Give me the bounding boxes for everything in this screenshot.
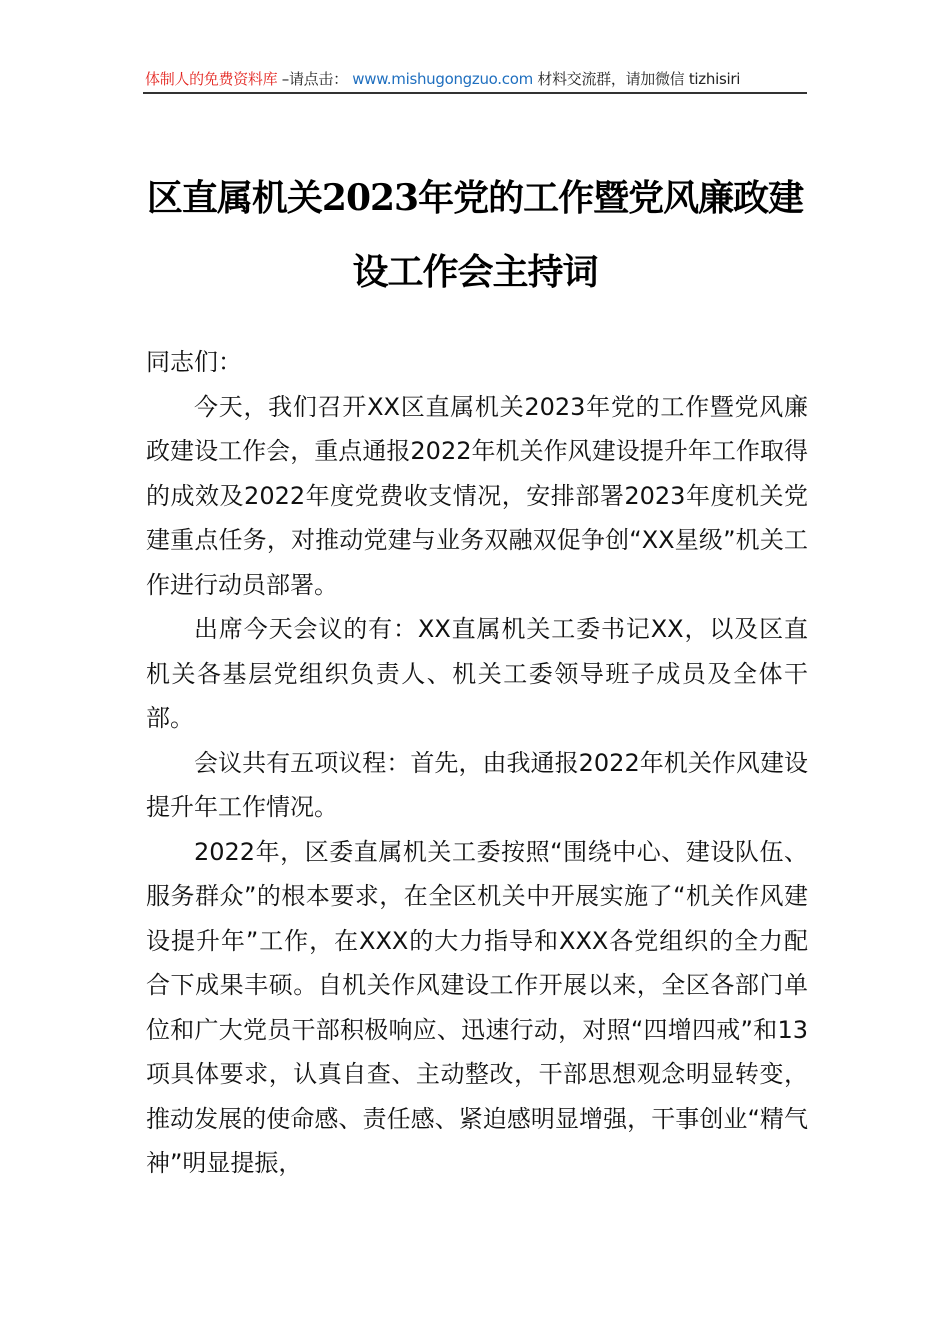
document-title-line-1: 区直属机关2023年党的工作暨党风廉政建 — [146, 177, 804, 219]
header-divider — [143, 92, 807, 94]
paragraph: 出席今天会议的有：XX直属机关工委书记XX，以及区直机关各基层党组织负责人、机关工委领导班子成员及全体干部。 — [146, 615, 808, 732]
paragraph: 会议共有五项议程：首先，由我通报2022年机关作风建设提升年工作情况。 — [146, 748, 808, 821]
banner-brand: 体制人的免费资料库 — [145, 70, 278, 88]
paragraph: 2022年，区委直属机关工委按照“围绕中心、建设队伍、服务群众”的根本要求，在全区机关中开展实施了“机关作风建设提升年”工作，在XXX的大力指导和XXX各党组织的全力配合下成果丰硕。自机关作风建设工作开展以来，全区各部门单位和广大党员干部积极响应、迅速行动，对照“四增四戒”和13项具体要求，认真自查、主动整改，干部思想观念明显转变，推动发展的使命感、责任感、紧迫感明显增强，干事创业“精气神”明显提振， — [146, 837, 808, 1177]
document-title-line-2: 设工作会主持词 — [352, 251, 598, 293]
document-body — [146, 340, 808, 1186]
banner-prompt: –请点击： — [281, 70, 348, 88]
banner-wechat-text: 材料交流群，请加微信 tizhisiri — [537, 70, 741, 88]
paragraph: 今天，我们召开XX区直属机关2023年党的工作暨党风廉政建设工作会，重点通报2022年机关作风建设提升年工作取得的成效及2022年度党费收支情况，安排部署2023年度机关党建重点任务，对推动党建与业务双融双促争创“XX星级”机关工作进行动员部署。 — [146, 392, 808, 599]
banner-link[interactable]: www.mishugongzuo.com — [352, 70, 533, 88]
salutation: 同志们： — [146, 348, 242, 376]
site-banner — [145, 66, 805, 92]
